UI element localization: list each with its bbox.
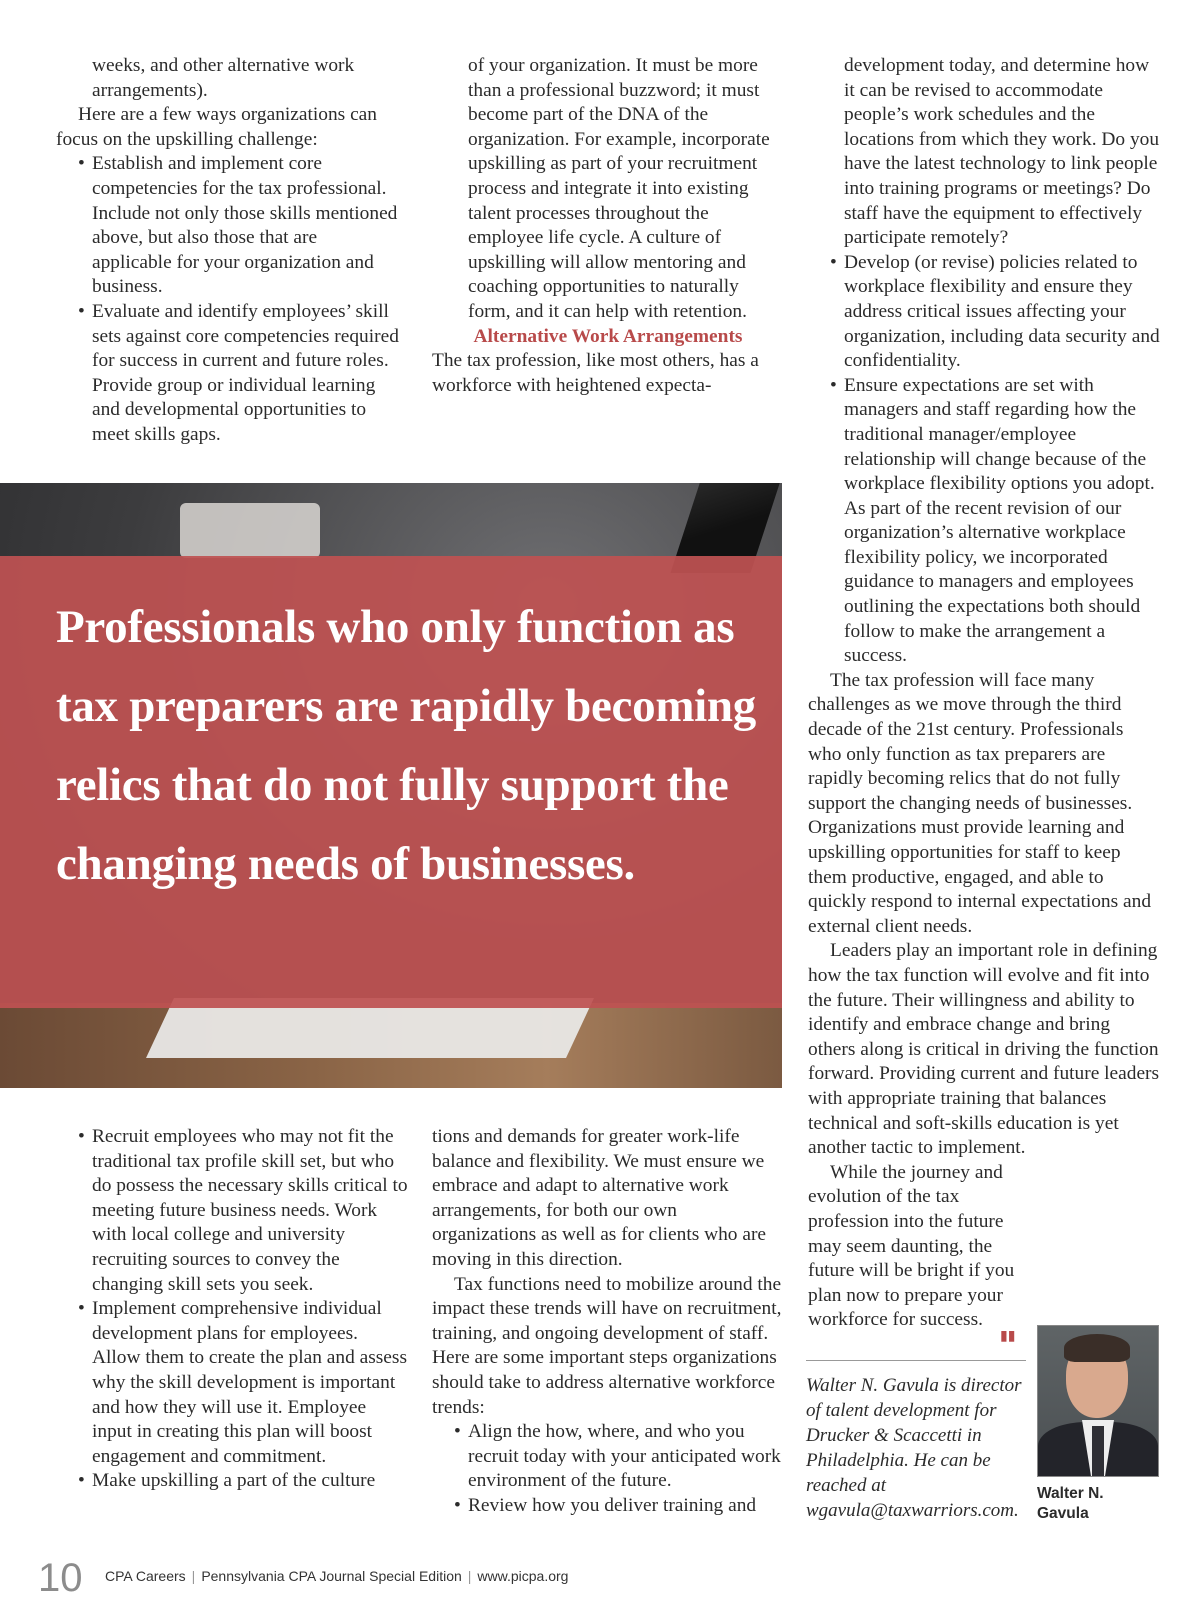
col1-bottom — [56, 1125, 408, 1494]
photo-cup — [180, 503, 320, 558]
footer — [105, 1568, 568, 1584]
photo-hair — [1064, 1334, 1130, 1362]
body-paragraph: Leaders play an important role in defining how the tax function will evolve and fit into the future. Their willingness and ability to identify and embrace change and bring others along is critical in driving the function forward. Providing current and future leaders with appropriate training that balances technical and soft-skills education is yet another tactic to implement. — [808, 940, 1160, 1159]
col1-top — [56, 54, 401, 448]
divider — [806, 1360, 1026, 1361]
col1-intro-paragraph: Here are a few ways organizations can focus on the upskilling challenge: — [56, 104, 377, 150]
list-item: • Recruit employees who may not fit the traditional tax profile skill set, but who do possess the necessary skills critical to meeting future business needs. Work with local college and university recruiting sources to convey the changing skill sets you seek. — [56, 1125, 408, 1297]
footer-publication: CPA Careers — [105, 1568, 186, 1584]
list-item: • Align the how, where, and who you recruit today with your anticipated work environment of the future. — [432, 1420, 784, 1494]
col3-continuation: development today, and determine how it can be revised to accommodate people’s work schedules and the locations from which they work. Do you have the latest technology to link people into training programs or meetings? Do staff have the equipment to effectively participate remotely? — [844, 55, 1160, 249]
page-number: 10 — [38, 1556, 83, 1600]
section-heading: Alternative Work Arrangements — [473, 325, 743, 347]
list-item: • Evaluate and identify employees’ skill sets against core competencies required for success in current and future roles. Provide group or individual learning and developmental opportunities to meet skills gaps. — [56, 300, 401, 448]
footer-website-link[interactable]: www.picpa.org — [477, 1568, 569, 1584]
col2-paragraph: The tax profession, like most others, has a workforce with heightened expecta- — [432, 350, 759, 396]
author-photo-caption: Walter N. Gavula — [1037, 1485, 1104, 1522]
list-item: • Review how you deliver training and — [432, 1494, 784, 1519]
col3 — [808, 54, 1160, 1333]
divider: | — [467, 1568, 472, 1584]
list-item: • Make upskilling a part of the culture — [56, 1469, 408, 1494]
body-paragraph: Tax functions need to mobilize around the impact these trends will have on recruitment, training, and ongoing development of staff. Here are some important steps organizations should take to address alternative workforce trends: — [432, 1273, 782, 1418]
end-mark-icon: ▮▮ — [1000, 1328, 1016, 1344]
author-bio: Walter N. Gavula is director of talent development for Drucker & Scaccetti in Philadelphia. He can be reached at wgavula@taxwarriors.com. — [806, 1375, 1022, 1521]
list-item: • Develop (or revise) policies related to workplace flexibility and ensure they address critical issues affecting your organization, including data security and confidentiality. — [808, 251, 1160, 374]
photo-tie — [1092, 1426, 1104, 1476]
author-photo — [1037, 1325, 1159, 1477]
col2-top — [432, 54, 784, 398]
col2-bottom — [432, 1125, 784, 1519]
list-item: • Implement comprehensive individual development plans for employees. Allow them to create the plan and assess why the skill development is important and how they will use it. Employee input in creating this plan will boost engagement and commitment. — [56, 1297, 408, 1469]
pull-quote: Professionals who only function as tax preparers are rapidly becoming relics that do not fully support the changing needs of businesses. — [56, 601, 756, 890]
divider: | — [191, 1568, 196, 1584]
list-item: • Ensure expectations are set with managers and staff regarding how the traditional manager/employee relationship will change because of the workplace flexibility options you adopt. As part of the recent revision of our organization’s alternative workplace flexibility policy, we incorporated guidance to managers and employees outlining the expectations both should follow to make the arrangement a success. — [808, 374, 1160, 669]
col2-continuation-bottom: tions and demands for greater work-life balance and flexibility. We must ensure we embrace and adapt to alternative work arrangements, for both our own organizations as well as for clients who are moving in this direction. — [432, 1126, 767, 1270]
body-paragraph: The tax profession will face many challenges as we move through the third decade of the 21st century. Professionals who only function as tax preparers are rapidly becoming relics that do not fully support the changing needs of businesses. Organizations must provide learning and upskilling opportunities for staff to keep them productive, engaged, and able to quickly respond to internal expectations and external client needs. — [808, 669, 1152, 937]
col2-continuation: of your organization. It must be more than a professional buzzword; it must become part of the DNA of the organization. For example, incorporate upskilling as part of your recruitment process and integrate it into existing talent processes throughout the employee life cycle. A culture of upskilling will allow mentoring and coaching opportunities to naturally form, and it can help with retention. — [468, 55, 770, 322]
col1-continuation: weeks, and other alternative work arrangements). — [92, 55, 355, 101]
footer-edition: Pennsylvania CPA Journal Special Edition — [201, 1568, 462, 1584]
list-item: • Establish and implement core competencies for the tax professional. Include not only those skills mentioned above, but also those that are applicable for your organization and business. — [56, 152, 401, 300]
body-paragraph: While the journey and evolution of the tax profession into the future may seem daunting, the future will be bright if you plan now to prepare your workforce for success. — [808, 1161, 1015, 1331]
